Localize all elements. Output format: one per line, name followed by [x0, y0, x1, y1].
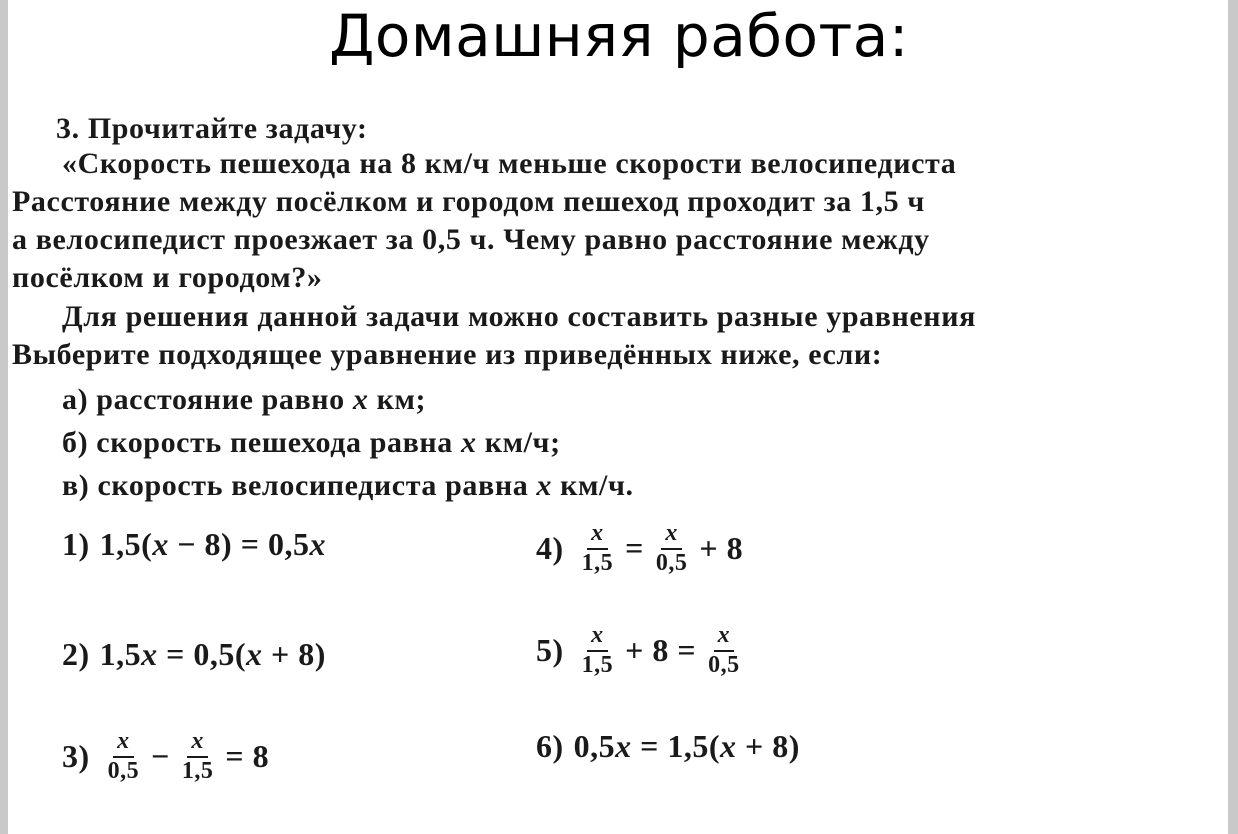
- equation-6-var: x: [615, 728, 632, 764]
- equation-1-label: 1): [62, 526, 90, 562]
- fraction-numerator: x: [187, 728, 208, 758]
- option-v: [62, 469, 634, 503]
- equation-4-fraction-1: [578, 520, 618, 577]
- option-a-post: км;: [368, 383, 427, 416]
- fraction-numerator: x: [661, 520, 682, 550]
- equation-1: [62, 526, 326, 563]
- equation-6-var: x: [720, 728, 737, 764]
- task-heading: [56, 112, 368, 146]
- task-line-5: Для решения данной задачи можно составить разные уравнения: [62, 300, 976, 333]
- task-line-4: посёлком и городом?»: [12, 261, 323, 294]
- fraction-denominator: 0,5: [708, 651, 740, 678]
- equation-3-label: 3): [62, 738, 90, 775]
- option-b: [62, 426, 561, 460]
- equation-6: [536, 728, 800, 765]
- equation-1-var: x: [309, 526, 326, 562]
- fraction-denominator: 1,5: [581, 651, 614, 678]
- task-line-1: «Скорость пешехода на 8 км/ч меньше скорости велосипедиста: [62, 147, 957, 180]
- fraction-denominator: 0,5: [655, 549, 688, 576]
- fraction-numerator: x: [587, 622, 608, 652]
- equation-5-operator: + 8 =: [625, 632, 697, 669]
- fraction-numerator: x: [113, 728, 134, 758]
- equation-3: [62, 728, 273, 785]
- equation-2-label: 2): [62, 636, 90, 672]
- equation-5-label: 5): [536, 632, 564, 669]
- equation-5: [536, 622, 748, 679]
- fraction-numerator: x: [587, 520, 608, 550]
- equation-3-fraction-1: [104, 728, 144, 785]
- equation-2-part: = 0,5(: [157, 636, 247, 672]
- equation-4-rhs: + 8: [699, 530, 744, 567]
- option-v-post: км/ч.: [552, 469, 634, 502]
- fraction-denominator: 1,5: [581, 549, 614, 576]
- equation-3-fraction-2: [178, 728, 218, 785]
- equation-6-part: 0,5: [573, 728, 616, 764]
- equation-4-label: 4): [536, 530, 564, 567]
- equation-1-part: − 8) = 0,5: [168, 526, 310, 562]
- option-b-pre: б) скорость пешехода равна: [62, 426, 461, 459]
- option-a: [62, 383, 426, 417]
- equation-6-label: 6): [536, 728, 564, 764]
- equation-6-part: + 8): [736, 728, 800, 764]
- equation-5-fraction-2: [704, 622, 744, 679]
- equation-2-part: 1,5: [99, 636, 142, 672]
- equation-3-rhs: = 8: [225, 738, 270, 775]
- equation-4: [536, 520, 747, 577]
- option-b-var: x: [460, 426, 477, 459]
- option-v-pre: в) скорость велосипедиста равна: [62, 469, 537, 502]
- task-line-6: Выберите подходящее уравнение из приведённых ниже, если:: [12, 338, 883, 371]
- task-number: 3.: [56, 112, 80, 145]
- equation-4-operator: =: [625, 530, 644, 567]
- equation-3-operator: −: [151, 738, 170, 775]
- option-a-pre: а) расстояние равно: [62, 383, 353, 416]
- option-v-var: x: [536, 469, 553, 502]
- fraction-numerator: x: [714, 622, 735, 652]
- equation-1-var: x: [152, 526, 169, 562]
- equation-2: [62, 636, 326, 673]
- fraction-denominator: 0,5: [107, 757, 140, 784]
- equation-2-var: x: [141, 636, 158, 672]
- fraction-denominator: 1,5: [181, 757, 214, 784]
- equation-2-var: x: [246, 636, 263, 672]
- equation-6-part: = 1,5(: [631, 728, 721, 764]
- equation-4-fraction-2: [652, 520, 692, 577]
- task-line-3: а велосипедист проезжает за 0,5 ч. Чему равно расстояние между: [12, 223, 930, 256]
- slide-title: Домашняя работа:: [329, 2, 909, 70]
- option-a-var: x: [352, 383, 369, 416]
- equation-5-fraction-1: [578, 622, 618, 679]
- task-heading-text: Прочитайте задачу:: [87, 112, 368, 145]
- task-line-2: Расстояние между посёлком и городом пешеход проходит за 1,5 ч: [12, 185, 925, 218]
- equation-1-part: 1,5(: [99, 526, 153, 562]
- option-b-post: км/ч;: [476, 426, 561, 459]
- equation-2-part: + 8): [262, 636, 326, 672]
